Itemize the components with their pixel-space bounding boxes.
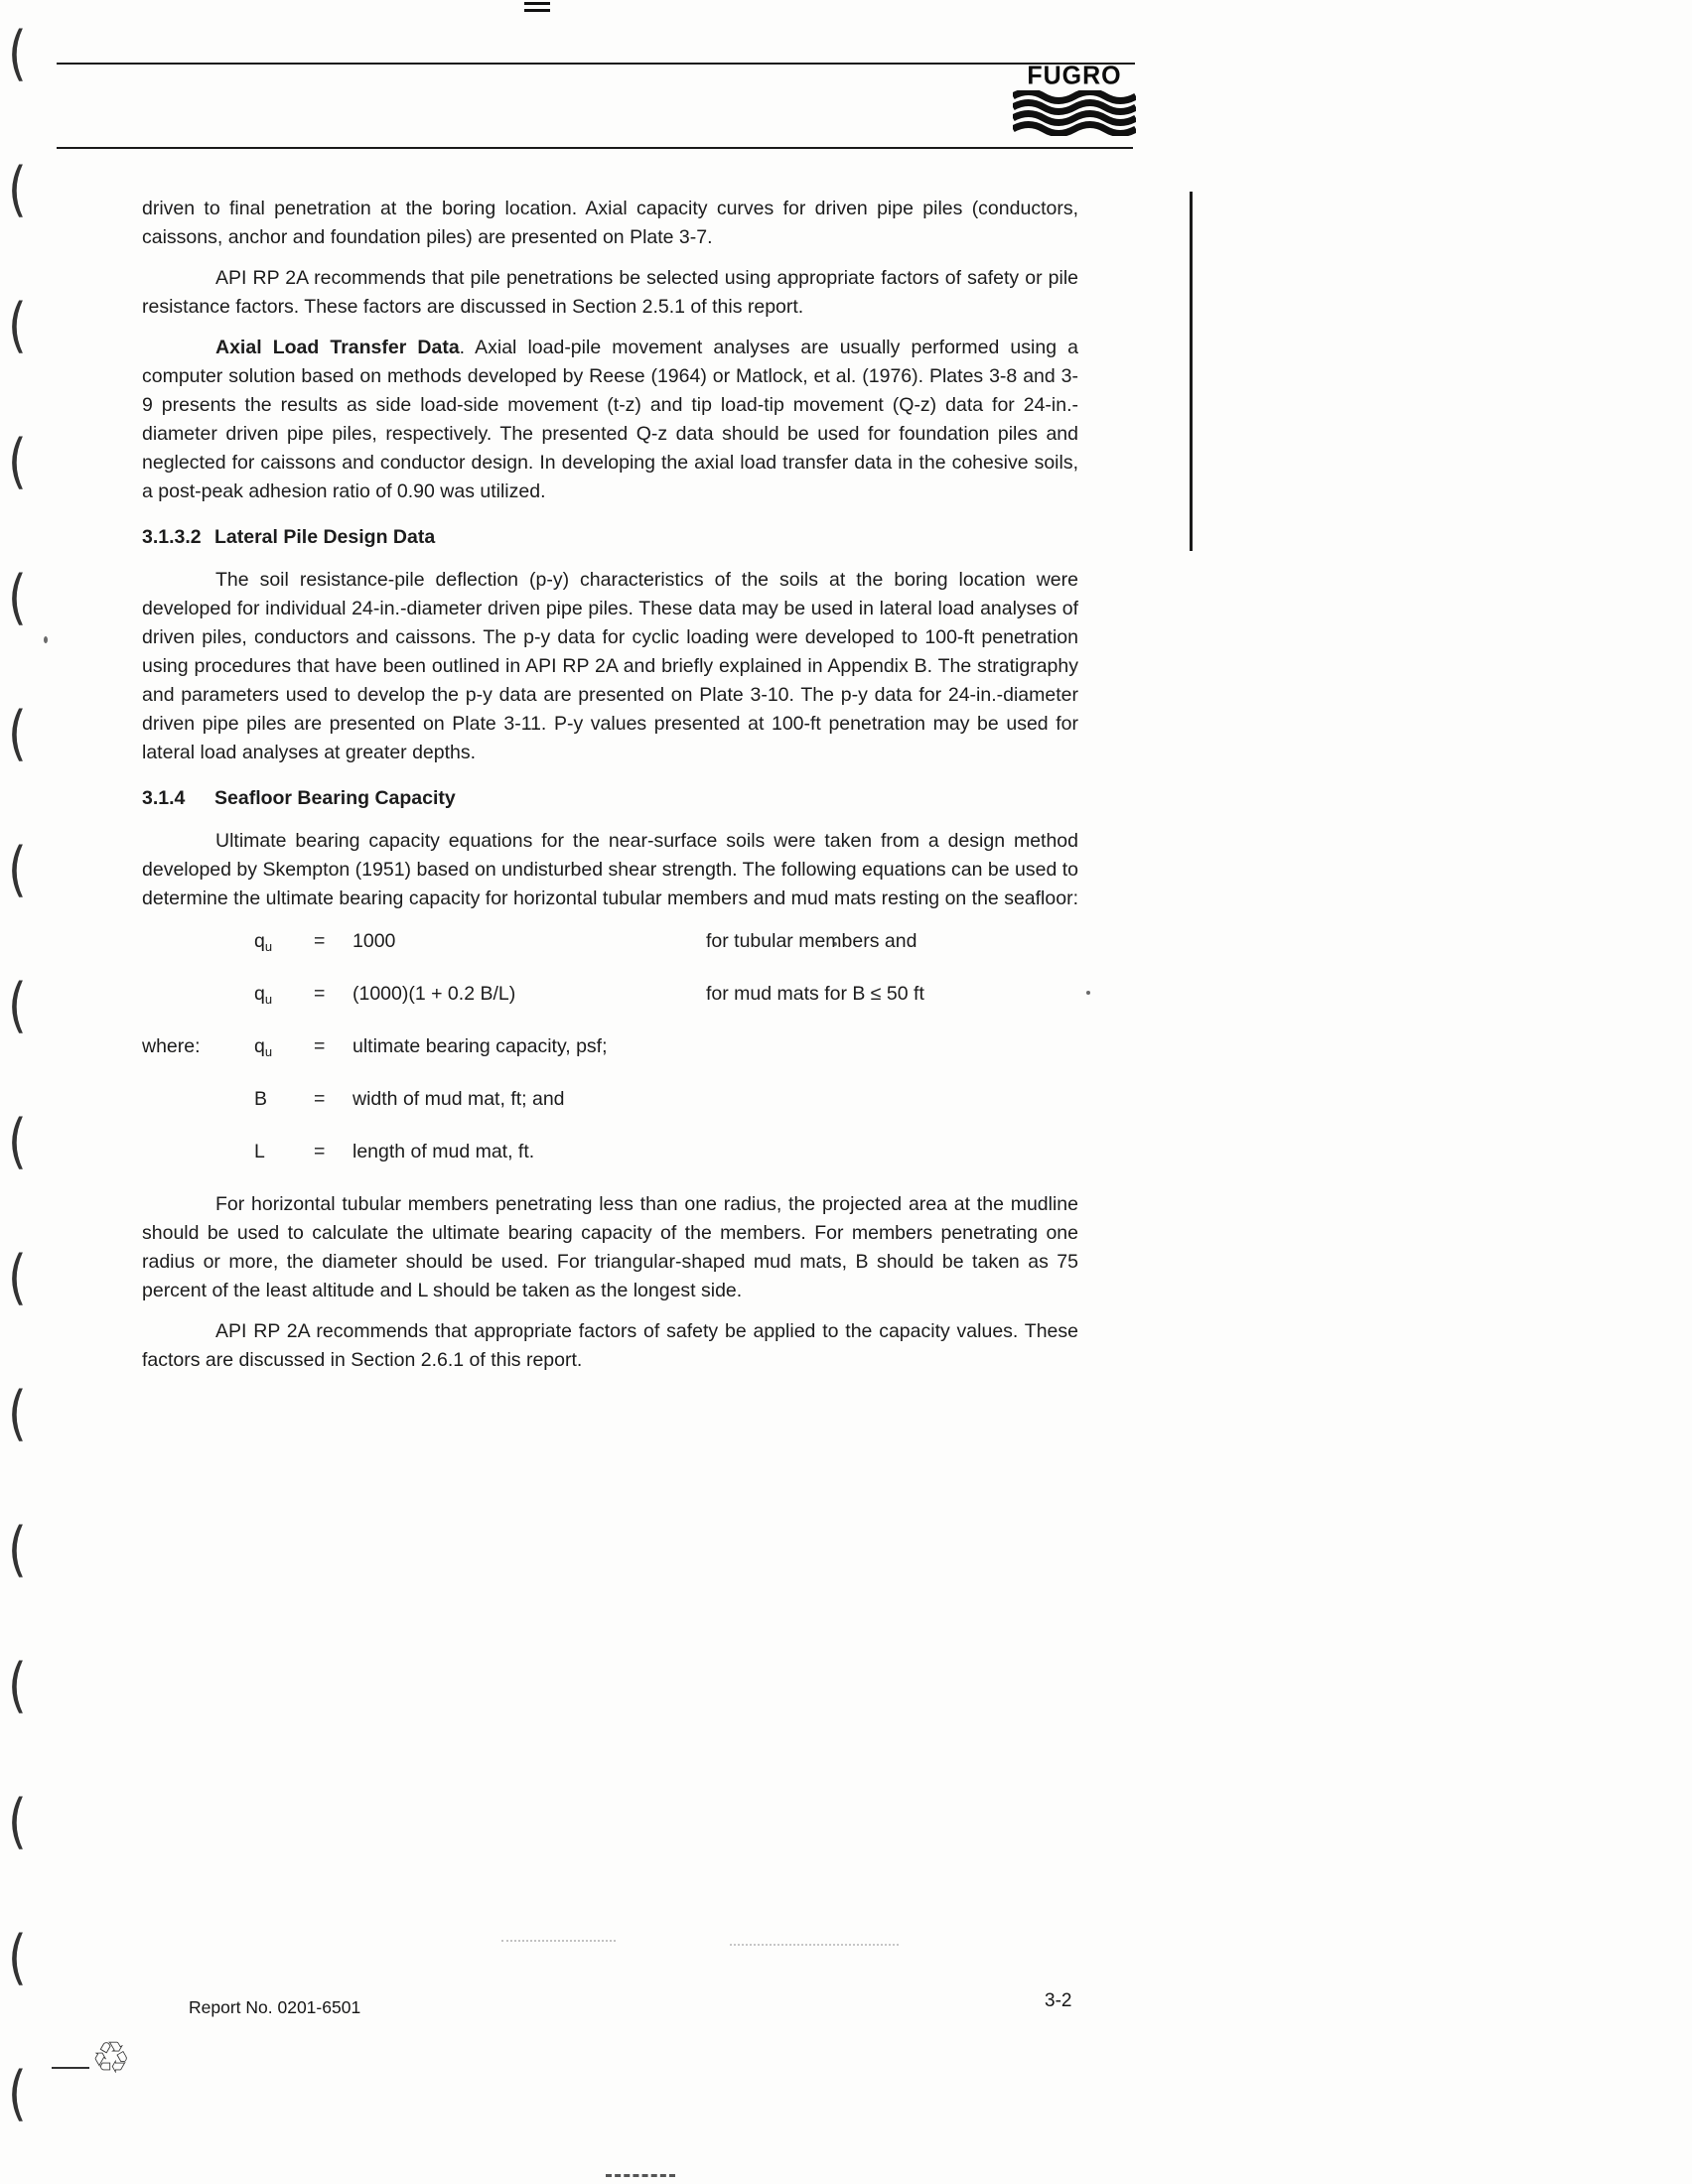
eq-equals: = <box>314 1141 326 1162</box>
body-paragraph-5: Ultimate bearing capacity equations for the near-surface soils were taken from a design method developed by Skempton (1951) based on undisturbed shear strength. The following equations can be used to determine the ultimate bearing capacity for horizontal tubular members and mud mats resting on the seafloor: <box>142 830 1078 909</box>
logo-waves-icon <box>1013 90 1136 136</box>
body-paragraph-3 <box>142 334 1078 506</box>
eq-where-label: where: <box>142 1035 201 1057</box>
section-heading-seafloor-bearing <box>142 784 1078 813</box>
binding-mark: ( <box>8 1515 27 1584</box>
recycle-dash-line <box>52 2067 89 2069</box>
equation-block <box>142 927 1078 1171</box>
binding-mark: ( <box>8 291 27 360</box>
body-paragraph-4: The soil resistance-pile deflection (p-y) characteristics of the soils at the boring location were developed for individual 24-in.-diameter driven pipe piles. These data may be used in lateral load analyses of driven piles, conductors and caissons. The p-y data for cyclic loading were developed to 100-ft penetration using procedures that have been outlined in API RP 2A and briefly explained in Appendix B. The stratigraphy and parameters used to develop the p-y data are presented on Plate 3-10. The p-y data for 24-in.-diameter driven pipe piles are presented on Plate 3-11. P-y values presented at 100-ft penetration may be used for lateral load analyses at greater depths. <box>142 569 1078 763</box>
fugro-logo-text: FUGRO <box>1027 61 1122 90</box>
binding-mark: ( <box>8 1107 27 1176</box>
eq-equals: = <box>314 983 326 1005</box>
binding-mark: ( <box>8 699 27 768</box>
scan-artifact-dots <box>501 1940 616 1942</box>
eq-note <box>706 1085 1078 1119</box>
eq-expression: (1000)(1 + 0.2 B/L) <box>352 983 516 1005</box>
binding-mark: ( <box>8 971 27 1040</box>
section-title: Lateral Pile Design Data <box>214 526 436 548</box>
body-paragraph-1: driven to final penetration at the boring location. Axial capacity curves for driven pipe piles (conductors, caissons, anchor and foundation piles) are presented on Plate 3-7. <box>142 198 1078 248</box>
right-margin-rule <box>1190 192 1193 551</box>
scan-speck <box>1086 991 1090 995</box>
eq-where-label <box>142 927 254 961</box>
eq-equals: = <box>314 1035 326 1057</box>
scan-artifact-dots <box>730 1944 899 1946</box>
eq-where-label <box>142 1085 254 1119</box>
eq-symbol: $q_u$ <box>254 983 273 1007</box>
body-paragraph-7: API RP 2A recommends that appropriate factors of safety be applied to the capacity values. These factors are discussed in Section 2.6.1 of this report. <box>142 1320 1078 1371</box>
footer-report-number: Report No. 0201-6501 <box>189 1997 361 2017</box>
eq-expression: length of mud mat, ft. <box>352 1141 535 1162</box>
eq-symbol: $q_u$ <box>254 930 273 954</box>
section-title: Seafloor Bearing Capacity <box>214 787 456 809</box>
footer-page-number: 3-2 <box>1045 1990 1072 2011</box>
equation-row-1 <box>142 927 1078 961</box>
eq-note <box>706 1032 1078 1066</box>
header-rule-bottom <box>57 147 1133 149</box>
eq-equals: = <box>314 930 326 952</box>
section-number: 3.1.3.2 <box>142 526 202 548</box>
binding-mark: ( <box>8 1923 27 1992</box>
eq-where-label <box>142 1138 254 1171</box>
scan-artifact-top <box>524 2 550 16</box>
binding-mark: ( <box>8 1379 27 1448</box>
eq-note: for mud mats for B ≤ 50 ft <box>706 983 924 1005</box>
eq-equals: = <box>314 1088 326 1110</box>
recycle-icon: ♲ <box>91 2033 131 2084</box>
eq-note: for tubular members and <box>706 930 917 952</box>
paragraph-lead-bold: Axial Load Transfer Data <box>215 337 460 358</box>
binding-mark: ( <box>8 1651 27 1720</box>
fugro-logo <box>1013 61 1136 136</box>
body-paragraph-6: For horizontal tubular members penetrating less than one radius, the projected area at the mudline should be used to calculate the ultimate bearing capacity of the members. For members penetrating one radius or more, the diameter should be used. For triangular-shaped mud mats, B should be taken as 75 percent of the least altitude and L should be taken as the longest side. <box>142 1193 1078 1301</box>
eq-expression: width of mud mat, ft; and <box>352 1088 565 1110</box>
binding-mark: ( <box>8 155 27 224</box>
scan-speck <box>44 636 48 643</box>
binding-mark: ( <box>8 2059 27 2128</box>
equation-row-5 <box>142 1138 1078 1171</box>
body-paragraph-2: API RP 2A recommends that pile penetrations be selected using appropriate factors of safety or pile resistance factors. These factors are discussed in Section 2.5.1 of this report. <box>142 267 1078 318</box>
binding-mark: ( <box>8 427 27 496</box>
eq-symbol: $q_u$ <box>254 1035 273 1059</box>
binding-mark: ( <box>8 563 27 632</box>
document-body <box>142 195 1078 1387</box>
paragraph-rest: . Axial load-pile movement analyses are usually performed using a computer solution based on methods developed by Reese (1964) or Matlock, et al. (1976). Plates 3-8 and 3-9 presents the results as side load-side movement (t-z) and tip load-tip movement (Q-z) data for 24-in.-diameter driven pipe piles, respectively. The presented Q-z data should be used for foundation piles and neglected for caissons and conductor design. In developing the axial load transfer data in the cohesive soils, a post-peak adhesion ratio of 0.90 was utilized. <box>142 337 1078 502</box>
eq-where-label <box>142 980 254 1014</box>
header-rule-top <box>57 63 1135 65</box>
eq-note <box>706 1138 1078 1171</box>
section-number: 3.1.4 <box>142 787 186 809</box>
eq-expression: ultimate bearing capacity, psf; <box>352 1035 608 1057</box>
eq-symbol: L <box>254 1141 265 1162</box>
scan-artifact-bottom <box>606 2174 675 2177</box>
equation-row-3 <box>142 1032 1078 1066</box>
eq-expression: 1000 <box>352 930 396 952</box>
binding-mark: ( <box>8 19 27 88</box>
equation-row-4 <box>142 1085 1078 1119</box>
binding-mark: ( <box>8 1243 27 1312</box>
section-heading-lateral-pile <box>142 523 1078 552</box>
eq-symbol: B <box>254 1088 268 1110</box>
equation-row-2 <box>142 980 1078 1014</box>
binding-mark: ( <box>8 835 27 904</box>
binding-mark: ( <box>8 1787 27 1856</box>
